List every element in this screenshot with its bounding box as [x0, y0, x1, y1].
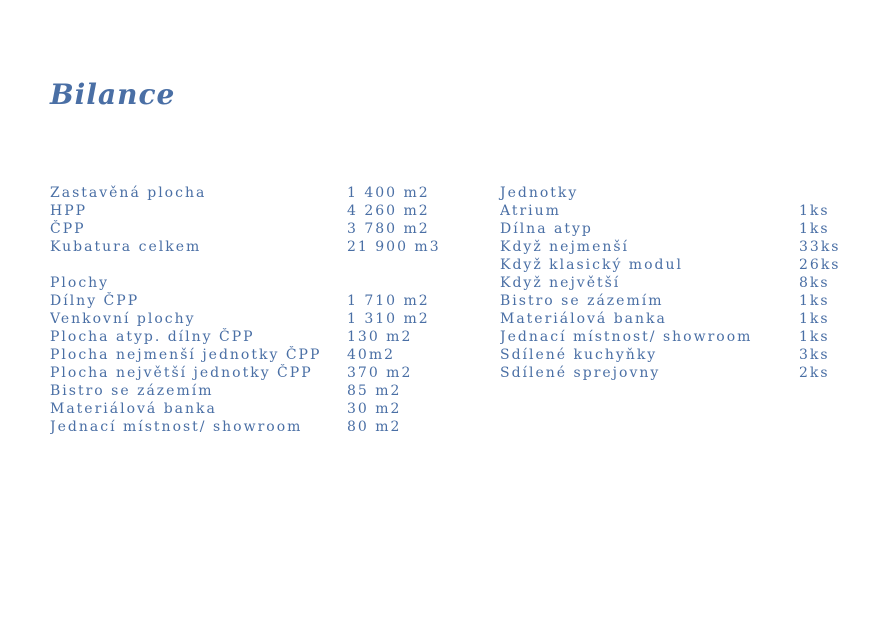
row-value: 1ks [799, 203, 830, 219]
row-label: Dílny ČPP [50, 293, 140, 309]
row-label: Když největší [500, 275, 621, 291]
unit-row [500, 256, 860, 274]
row-label: Sdílené sprejovny [500, 365, 661, 381]
row-label: ČPP [50, 221, 86, 237]
areas-heading: Plochy [50, 275, 110, 291]
row-label: Zastavěná plocha [50, 185, 207, 201]
row-value: 1 310 m2 [347, 311, 430, 327]
area-row [50, 346, 470, 364]
unit-row [500, 238, 860, 256]
row-value: 1ks [799, 221, 830, 237]
row-value: 21 900 m3 [347, 239, 441, 255]
summary-row [50, 238, 470, 256]
unit-row [500, 274, 860, 292]
unit-row [500, 364, 860, 382]
balance-left-column [50, 184, 470, 436]
row-value: 1 400 m2 [347, 185, 430, 201]
area-row [50, 418, 470, 436]
spacer [50, 256, 470, 274]
row-label: Venkovní plochy [50, 311, 196, 327]
area-row [50, 310, 470, 328]
unit-row [500, 220, 860, 238]
unit-row [500, 328, 860, 346]
row-label: Bistro se zázemím [500, 293, 664, 309]
row-label: Když klasický modul [500, 257, 683, 273]
row-label: Plocha nejmenší jednotky ČPP [50, 347, 322, 363]
row-value: 26ks [799, 257, 841, 273]
unit-row [500, 292, 860, 310]
row-value: 30 m2 [347, 401, 402, 417]
summary-row [50, 220, 470, 238]
unit-row [500, 346, 860, 364]
row-value: 4 260 m2 [347, 203, 430, 219]
row-value: 1ks [799, 311, 830, 327]
row-label: Když nejmenší [500, 239, 630, 255]
area-row [50, 364, 470, 382]
row-label: Atrium [500, 203, 561, 219]
balance-right-column [500, 184, 860, 382]
area-row [50, 382, 470, 400]
area-row [50, 328, 470, 346]
row-label: Kubatura celkem [50, 239, 202, 255]
row-label: Dílna atyp [500, 221, 593, 237]
row-value: 2ks [799, 365, 830, 381]
summary-row [50, 202, 470, 220]
row-value: 3 780 m2 [347, 221, 430, 237]
row-label: Plocha největší jednotky ČPP [50, 365, 313, 381]
area-row [50, 292, 470, 310]
row-label: Bistro se zázemím [50, 383, 214, 399]
row-value: 40m2 [347, 347, 395, 363]
row-value: 8ks [799, 275, 830, 291]
row-label: Materiálová banka [50, 401, 217, 417]
row-value: 1ks [799, 329, 830, 345]
row-label: HPP [50, 203, 88, 219]
page-title: Bilance [50, 78, 176, 111]
row-label: Materiálová banka [500, 311, 667, 327]
row-label: Sdílené kuchyňky [500, 347, 658, 363]
area-row [50, 400, 470, 418]
row-value: 3ks [799, 347, 830, 363]
row-value: 85 m2 [347, 383, 402, 399]
row-value: 1ks [799, 293, 830, 309]
unit-row [500, 202, 860, 220]
unit-row [500, 310, 860, 328]
row-label: Jednací místnost/ showroom [50, 419, 303, 435]
row-label: Jednací místnost/ showroom [500, 329, 753, 345]
row-value: 370 m2 [347, 365, 413, 381]
row-label: Plocha atyp. dílny ČPP [50, 329, 255, 345]
row-value: 80 m2 [347, 419, 402, 435]
units-heading: Jednotky [500, 185, 579, 201]
row-value: 1 710 m2 [347, 293, 430, 309]
row-value: 33ks [799, 239, 841, 255]
summary-row [50, 184, 470, 202]
row-value: 130 m2 [347, 329, 413, 345]
